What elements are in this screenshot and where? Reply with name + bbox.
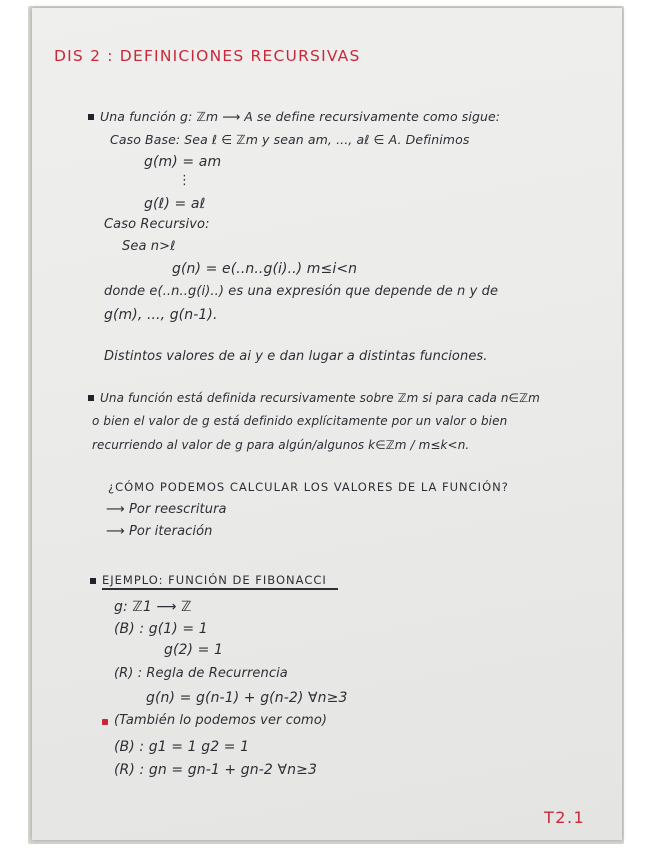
- line-base-2: g(2) = 1: [164, 642, 224, 658]
- line-ejemplo: EJEMPLO: FUNCIÓN DE FIBONACCI: [102, 573, 327, 587]
- line-funcion-recursiva: Una función está definida recursivamente sobre ℤm si para cada n∈ℤm: [100, 391, 540, 405]
- line-o-bien: o bien el valor de g está definido explícitamente por un valor o bien: [92, 414, 508, 428]
- line-recurriendo: recurriendo al valor de g para algún/algunos k∈ℤm / m≤k<n.: [92, 438, 470, 452]
- line-distintos: Distintos valores de ai y e dan lugar a distintas funciones.: [104, 349, 488, 364]
- line-iteracion: ⟶ Por iteración: [106, 524, 213, 539]
- line-reescritura: ⟶ Por reescritura: [106, 502, 227, 517]
- page-title: DIS 2 : DEFINICIONES RECURSIVAS: [54, 47, 361, 65]
- line-base-case: Caso Base: Sea ℓ ∈ ℤm y sean am, ..., aℓ ∈ A. Definimos: [110, 132, 470, 147]
- bullet-3: [90, 578, 96, 584]
- line-base-1: (B) : g(1) = 1: [114, 621, 208, 637]
- line-recurrence: g(n) = g(n-1) + g(n-2) ∀n≥3: [146, 690, 348, 706]
- line-g-z1: g: ℤ1 ⟶ ℤ: [114, 599, 192, 615]
- line-vdots: ⋮: [178, 173, 192, 188]
- line-como-calcular: ¿CÓMO PODEMOS CALCULAR LOS VALORES DE LA FUNCIÓN?: [108, 480, 509, 494]
- bullet-2: [88, 395, 94, 401]
- line-g-n: g(n) = e(..n..g(i)..) m≤i<n: [172, 261, 358, 277]
- line-g-l: g(ℓ) = aℓ: [144, 196, 206, 212]
- ejemplo-underline: [102, 588, 338, 590]
- line-sea-n: Sea n>ℓ: [122, 239, 176, 254]
- line-g-m: g(m) = am: [144, 154, 222, 170]
- line-tambien: (También lo podemos ver como): [114, 713, 328, 728]
- line-g-list: g(m), ..., g(n-1).: [104, 307, 218, 323]
- line-definition: Una función g: ℤm ⟶ A se define recursivamente como sigue:: [100, 109, 501, 124]
- line-recursive-case: Caso Recursivo:: [104, 217, 210, 232]
- line-base-alt: (B) : g1 = 1 g2 = 1: [114, 739, 250, 755]
- line-regla: (R) : Regla de Recurrencia: [114, 666, 288, 681]
- notebook-page: [32, 8, 622, 840]
- page-number: T2.1: [544, 808, 586, 827]
- line-recurrence-alt: (R) : gn = gn-1 + gn-2 ∀n≥3: [114, 762, 317, 778]
- bullet-4: [102, 719, 108, 725]
- bullet-1: [88, 114, 94, 120]
- line-donde: donde e(..n..g(i)..) es una expresión que depende de n y de: [104, 284, 499, 299]
